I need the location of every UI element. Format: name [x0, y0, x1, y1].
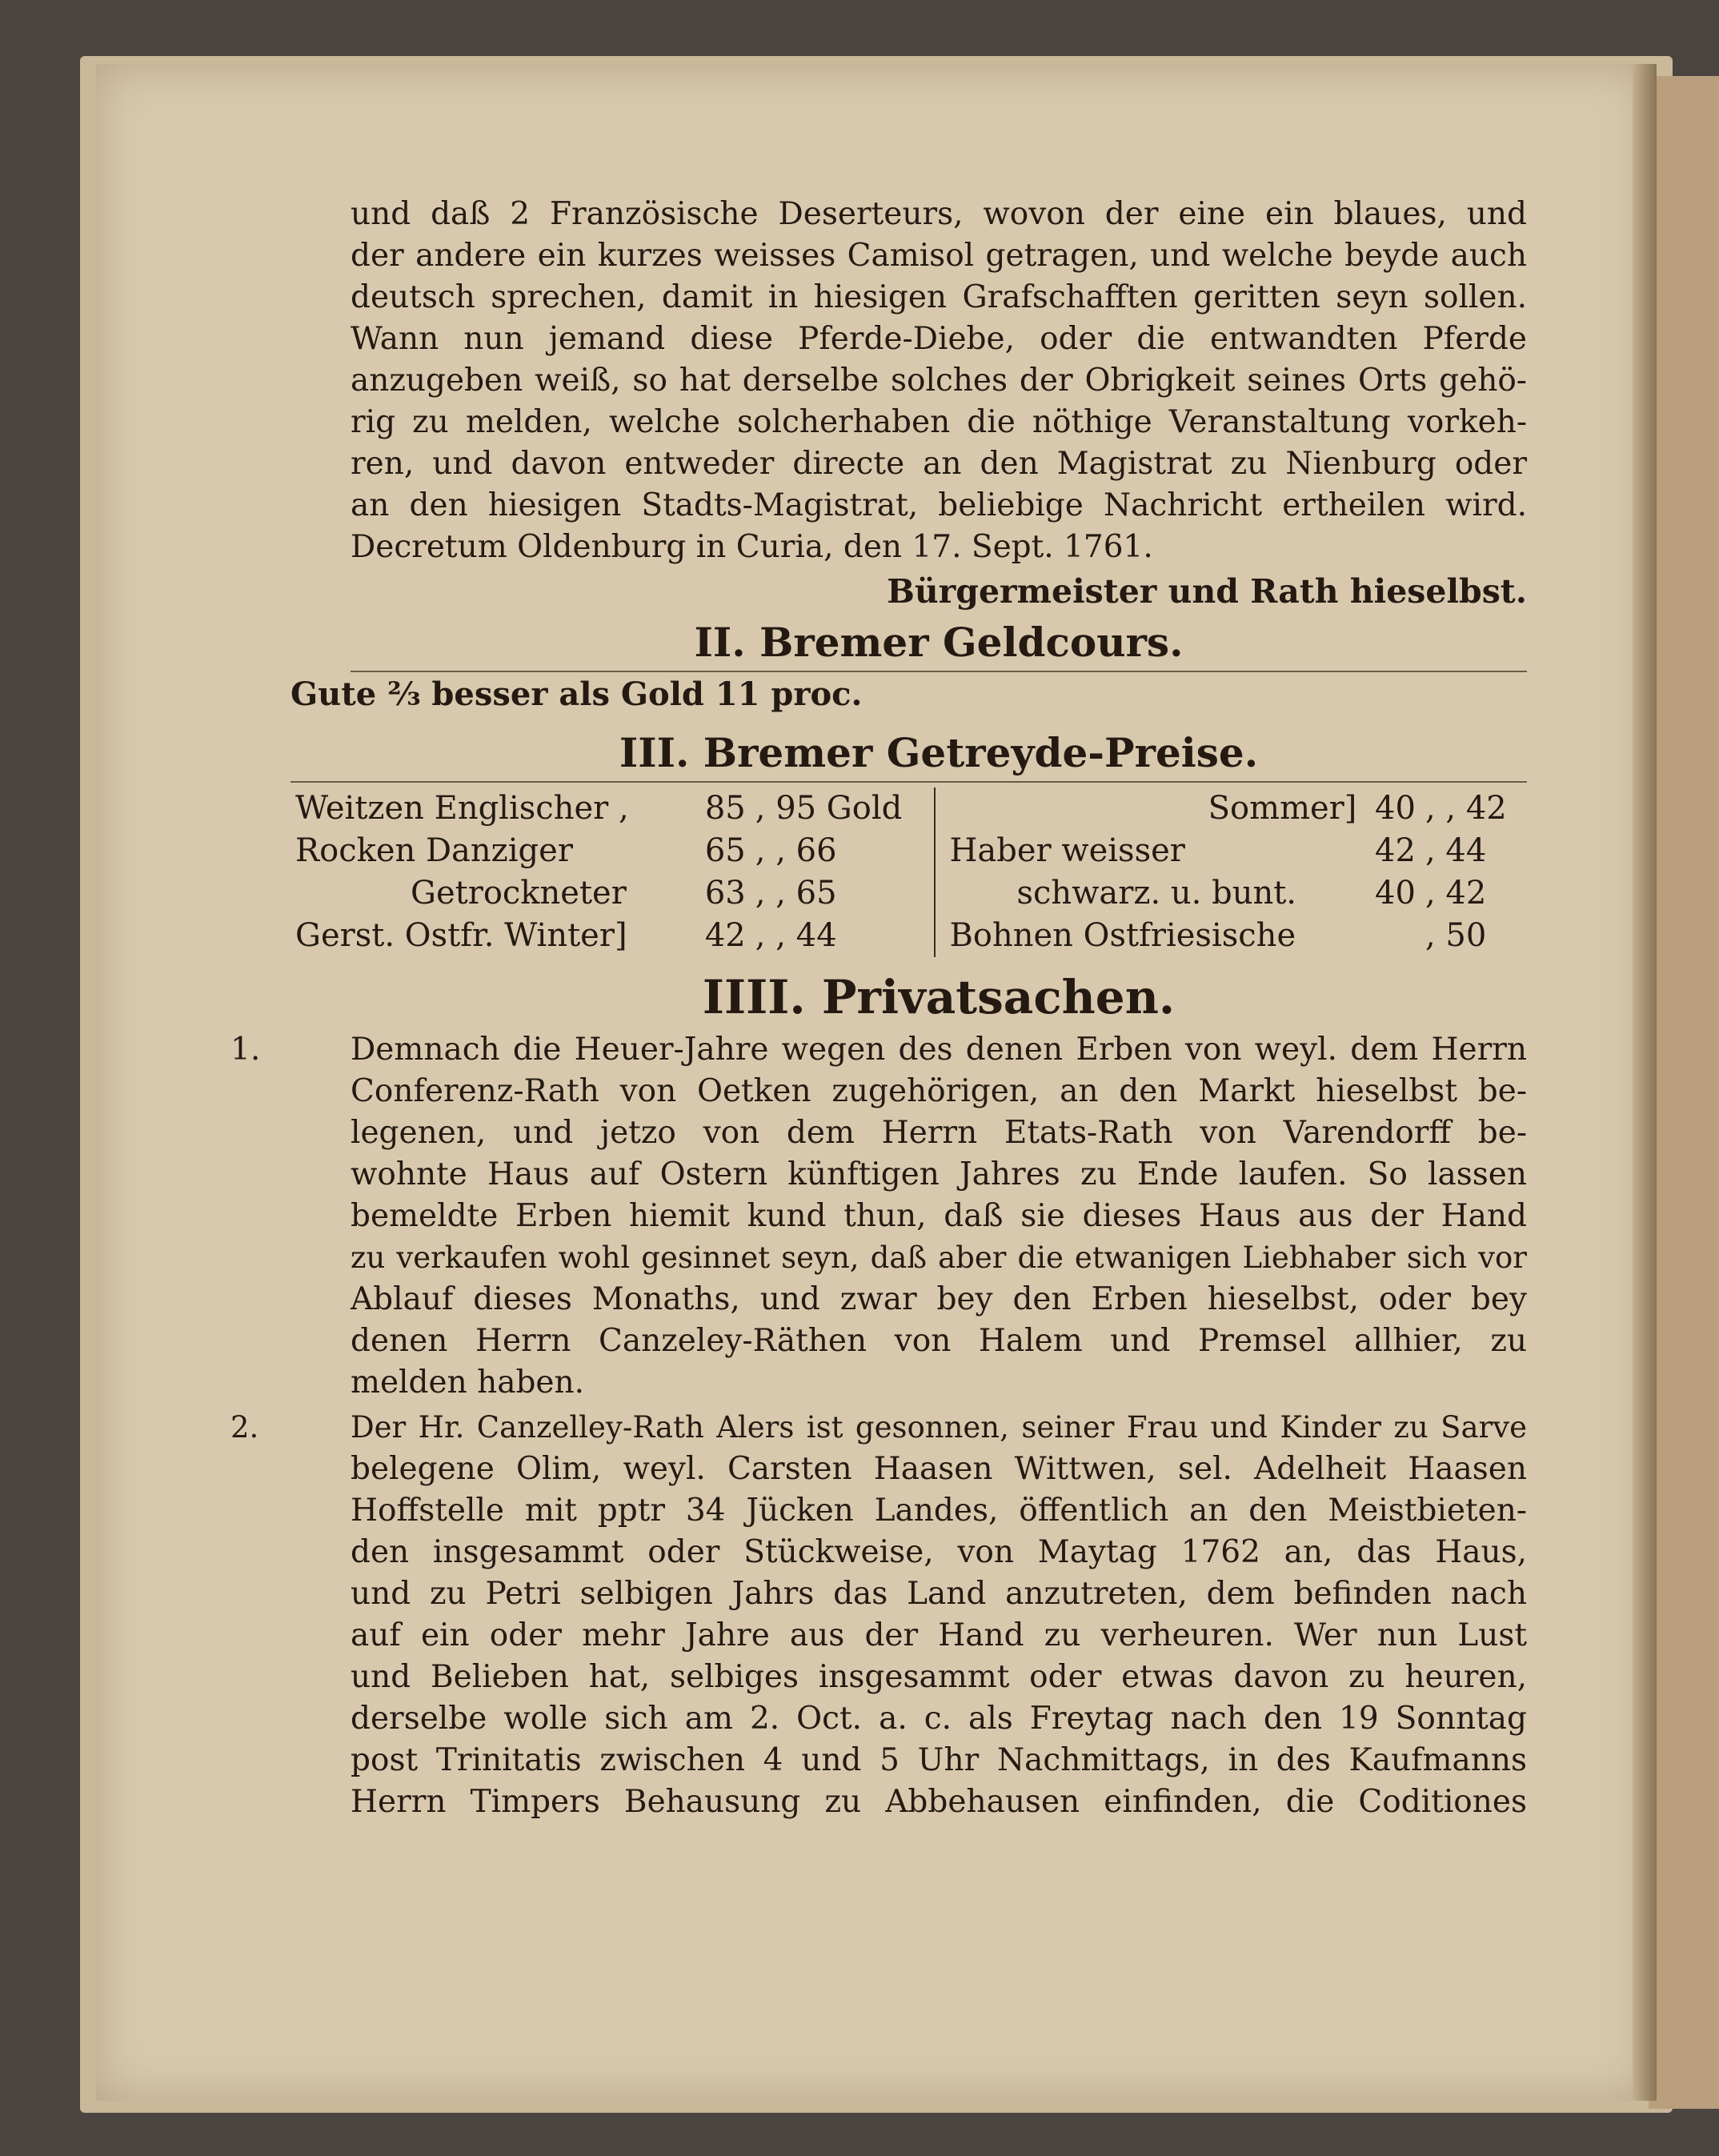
price-low: 63	[704, 875, 746, 912]
notice-line: anzugeben weiß, so hat derselbe solches der Obrigkeit seines Orts gehö-	[351, 363, 1527, 399]
grain-label: Bohnen Ostfriesische	[949, 917, 1296, 954]
notice-item-2	[230, 1407, 1527, 1823]
item-line: bemeldte Erben hiemit kund thun, daß sie dieses Haus aus der Hand	[351, 1198, 1527, 1234]
price-low: 40	[1375, 790, 1416, 827]
price-high: , 42	[1424, 875, 1487, 912]
grain-label: schwarz. u. bunt.	[1016, 875, 1297, 912]
geldcours-line: Gute ⅔ besser als Gold 11 proc.	[291, 675, 863, 713]
item-line: Conferenz-Rath von Oetken zugehörigen, an den Markt hieselbst be-	[351, 1073, 1527, 1109]
item-line: Hoffstelle mit pptr 34 Jücken Landes, öffentlich an den Meistbieten-	[351, 1493, 1527, 1529]
item-line: den insgesammt oder Stückweise, von Maytag 1762 an, das Haus,	[351, 1534, 1527, 1570]
section-rule	[291, 781, 1527, 783]
price-low: 40	[1375, 875, 1416, 912]
item-line: belegene Olim, weyl. Carsten Haasen Wittwen, sel. Adelheit Haasen	[351, 1451, 1527, 1487]
price-high: , 95 Gold	[755, 790, 903, 827]
notice-item-1	[230, 1029, 1527, 1404]
price-high: , 44	[1424, 832, 1487, 869]
price-row	[291, 830, 1527, 872]
notice-line: und daß 2 Französische Deserteurs, wovon der eine ein blaues, und	[351, 196, 1527, 232]
price-row	[291, 787, 1527, 830]
notice-line: deutsch sprechen, damit in hiesigen Grafschafften geritten seyn sollen.	[351, 279, 1527, 315]
item-line: zu verkaufen wohl gesinnet seyn, daß aber die etwanigen Liebhaber sich vor	[351, 1240, 1527, 1275]
item-line: Ablauf dieses Monaths, und zwar bey den Erben hieselbst, oder bey	[351, 1281, 1527, 1317]
column-divider	[935, 830, 945, 872]
grain-label: Getrockneter	[411, 875, 627, 912]
item-line: post Trinitatis zwischen 4 und 5 Uhr Nachmittags, in des Kaufmanns	[351, 1742, 1527, 1778]
page-text	[230, 194, 1527, 1823]
price-low: 65	[704, 832, 746, 869]
price-low	[1361, 915, 1420, 957]
item-number: 1.	[230, 1032, 261, 1068]
item-line: Herrn Timpers Behausung zu Abbehausen einfinden, die Coditiones	[351, 1784, 1527, 1820]
grain-label: Weitzen Englischer ,	[295, 790, 629, 827]
item-line	[230, 1029, 1527, 1071]
section-heading-geldcours: II. Bremer Geldcours.	[694, 619, 1184, 666]
price-low: 85	[704, 790, 746, 827]
price-low: 42	[704, 917, 746, 954]
facing-page-edge	[1649, 76, 1719, 2109]
item-line: wohnte Haus auf Ostern künftigen Jahres zu Ende laufen. So lassen	[351, 1156, 1527, 1192]
notice-items	[230, 1029, 1527, 1823]
grain-label: Gerst. Ostfr. Winter]	[295, 917, 627, 954]
grain-label: Sommer]	[1208, 790, 1357, 827]
notice-line: rig zu melden, welche solcherhaben die nöthige Veranstaltung vorkeh-	[351, 404, 1527, 440]
book-gutter	[1633, 64, 1657, 2101]
price-high: , , 65	[755, 875, 837, 912]
item-text: Der Hr. Canzelley-Rath Alers ist gesonnen, seiner Frau und Kinder zu Sarve	[351, 1410, 1527, 1445]
price-low: 42	[1375, 832, 1416, 869]
notice-line: Decretum Oldenburg in Curia, den 17. Sept. 1761.	[351, 529, 1153, 565]
section-heading-getreyde: III. Bremer Getreyde-Preise.	[619, 729, 1259, 776]
price-high: , 50	[1424, 917, 1487, 954]
price-high: , , 44	[755, 917, 837, 954]
item-text: Demnach die Heuer-Jahre wegen des denen Erben von weyl. dem Herrn	[351, 1032, 1527, 1068]
notice-line: Wann nun jemand diese Pferde-Diebe, oder die entwandten Pferde	[351, 321, 1527, 357]
price-row	[291, 915, 1527, 957]
item-line	[230, 1407, 1527, 1449]
price-row	[291, 872, 1527, 915]
price-high: , , 66	[755, 832, 837, 869]
item-line: derselbe wolle sich am 2. Oct. a. c. als Freytag nach den 19 Sonntag	[351, 1701, 1527, 1737]
notice-line: an den hiesigen Stadts-Magistrat, beliebige Nachricht ertheilen wird.	[351, 487, 1527, 523]
item-line: auf ein oder mehr Jahre aus der Hand zu verheuren. Wer nun Lust	[351, 1617, 1527, 1653]
grain-label: Rocken Danziger	[295, 832, 573, 869]
notice-line: ren, und davon entweder directe an den Magistrat zu Nienburg oder	[351, 446, 1527, 482]
item-line: legenen, und jetzo von dem Herrn Etats-Rath von Varendorff be-	[351, 1115, 1527, 1151]
notice-continued	[351, 194, 1527, 615]
item-line: und zu Petri selbigen Jahrs das Land anzutreten, dem befinden nach	[351, 1576, 1527, 1612]
item-number: 2.	[230, 1410, 259, 1445]
item-line: denen Herrn Canzeley-Räthen von Halem und Premsel allhier, zu	[351, 1323, 1527, 1359]
section-heading-privatsachen: IIII. Privatsachen.	[702, 970, 1176, 1024]
column-divider	[935, 915, 945, 957]
notice-signature: Bürgermeister und Rath hieselbst.	[887, 572, 1527, 611]
notice-line: der andere ein kurzes weisses Camisol getragen, und welche beyde auch	[351, 238, 1527, 274]
price-table	[291, 787, 1527, 957]
column-divider	[935, 787, 945, 830]
item-line: und Belieben hat, selbiges insgesammt oder etwas davon zu heuren,	[351, 1659, 1527, 1695]
column-divider	[935, 872, 945, 915]
grain-label: Haber weisser	[949, 832, 1185, 869]
item-line: melden haben.	[351, 1365, 585, 1401]
price-high: , , 42	[1424, 790, 1507, 827]
